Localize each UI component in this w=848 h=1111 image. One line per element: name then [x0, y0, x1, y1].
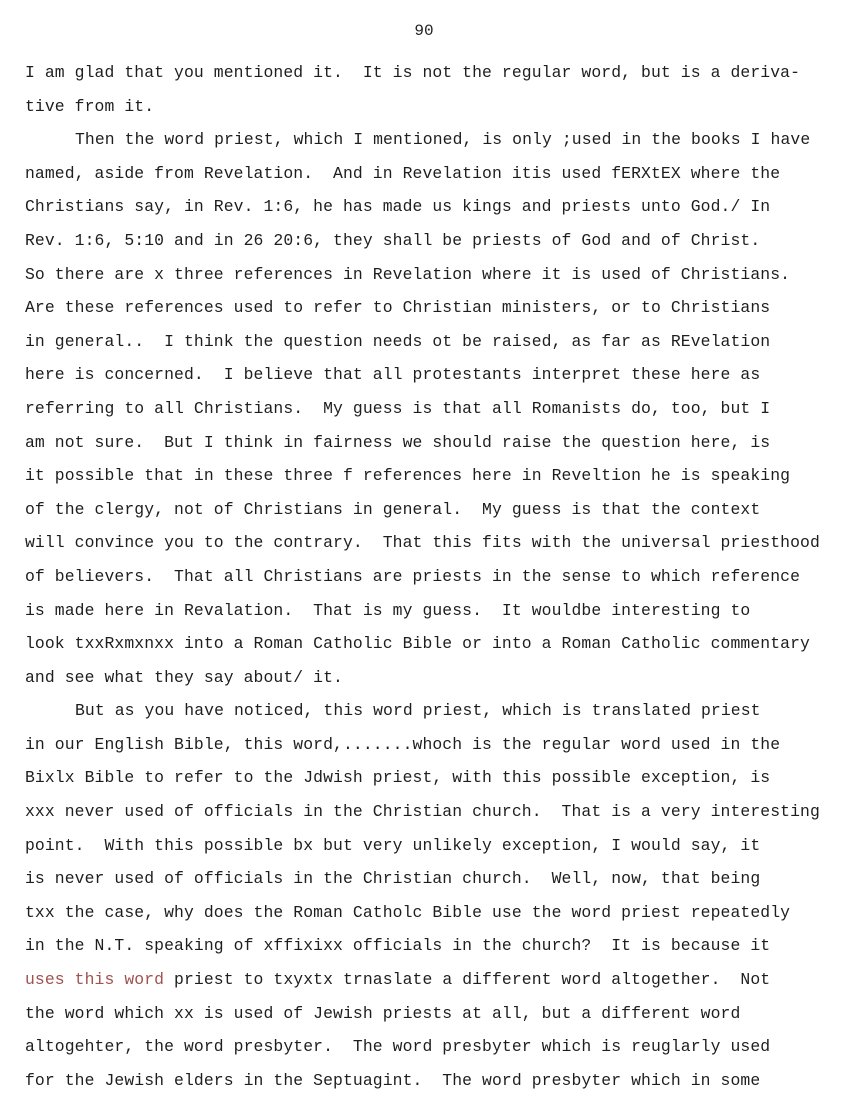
text-line: and see what they say about/ it. — [25, 667, 343, 687]
text-line: So there are x three references in Revelation where it is used of Christians. — [25, 264, 791, 284]
text-line: But as you have noticed, this word priest, which is translated priest — [75, 701, 761, 721]
text-line: Christians say, in Rev. 1:6, he has made us kings and priests unto God./ In — [25, 197, 771, 217]
text-line: altogehter, the word presbyter. The word presbyter which is reuglarly used — [25, 1037, 771, 1057]
text-line: of believers. That all Christians are priests in the sense to which reference — [25, 566, 801, 586]
faded-text: uses this word — [25, 970, 165, 990]
text-line: of the clergy, not of Christians in general. My guess is that the context — [25, 499, 761, 519]
text-line: for the Jewish elders in the Septuagint. The word presbyter which in some — [25, 1070, 761, 1090]
text-line: is never used of officials in the Christian church. Well, now, that being — [25, 869, 761, 889]
text-line: Then the word priest, which I mentioned, is only ;used in the books I have — [75, 130, 811, 150]
text-line: named, aside from Revelation. And in Revelation itis used fERXtEX where the — [25, 163, 781, 183]
text-line: in general.. I think the question needs ot be raised, as far as REvelation — [25, 331, 771, 351]
text-line: here is concerned. I believe that all protestants interpret these here as — [25, 365, 761, 385]
typed-body-text — [25, 56, 845, 1097]
text-line: will convince you to the contrary. That this fits with the universal priesthood — [25, 533, 820, 553]
text-line: the word which xx is used of Jewish priests at all, but a different word — [25, 1003, 741, 1023]
text-line: Bixlx Bible to refer to the Jdwish priest, with this possible exception, is — [25, 768, 771, 788]
text-line: am not sure. But I think in fairness we should raise the question here, is — [25, 432, 771, 452]
text-line: I am glad that you mentioned it. It is not the regular word, but is a deriva- — [25, 63, 801, 82]
text-line: in the N.T. speaking of xffixixx officials in the church? It is because it — [25, 936, 771, 956]
text-line: in our English Bible, this word,.......whoch is the regular word used in the — [25, 734, 781, 754]
text-line: xxx never used of officials in the Christian church. That is a very interesting — [25, 802, 820, 822]
text-line: Rev. 1:6, 5:10 and in 26 20:6, they shall be priests of God and of Christ. — [25, 230, 761, 250]
text-line: tive from it. — [25, 96, 155, 116]
text-line: look txxRxmxnxx into a Roman Catholic Bible or into a Roman Catholic commentary — [25, 634, 810, 654]
text-line: is made here in Revalation. That is my guess. It wouldbe interesting to — [25, 600, 751, 620]
text-line: referring to all Christians. My guess is that all Romanists do, too, but I — [25, 398, 771, 418]
page-number: 90 — [414, 22, 434, 40]
text-line: txx the case, why does the Roman Catholc Bible use the word priest repeatedly — [25, 902, 791, 922]
text-line: Are these references used to refer to Christian ministers, or to Christians — [25, 298, 771, 318]
text-line: point. With this possible bx but very unlikely exception, I would say, it — [25, 835, 761, 855]
text-line: uses this word priest to txyxtx trnaslate a different word altogether. Not — [25, 970, 771, 990]
text-line: it possible that in these three f references here in Reveltion he is speaking — [25, 466, 791, 486]
